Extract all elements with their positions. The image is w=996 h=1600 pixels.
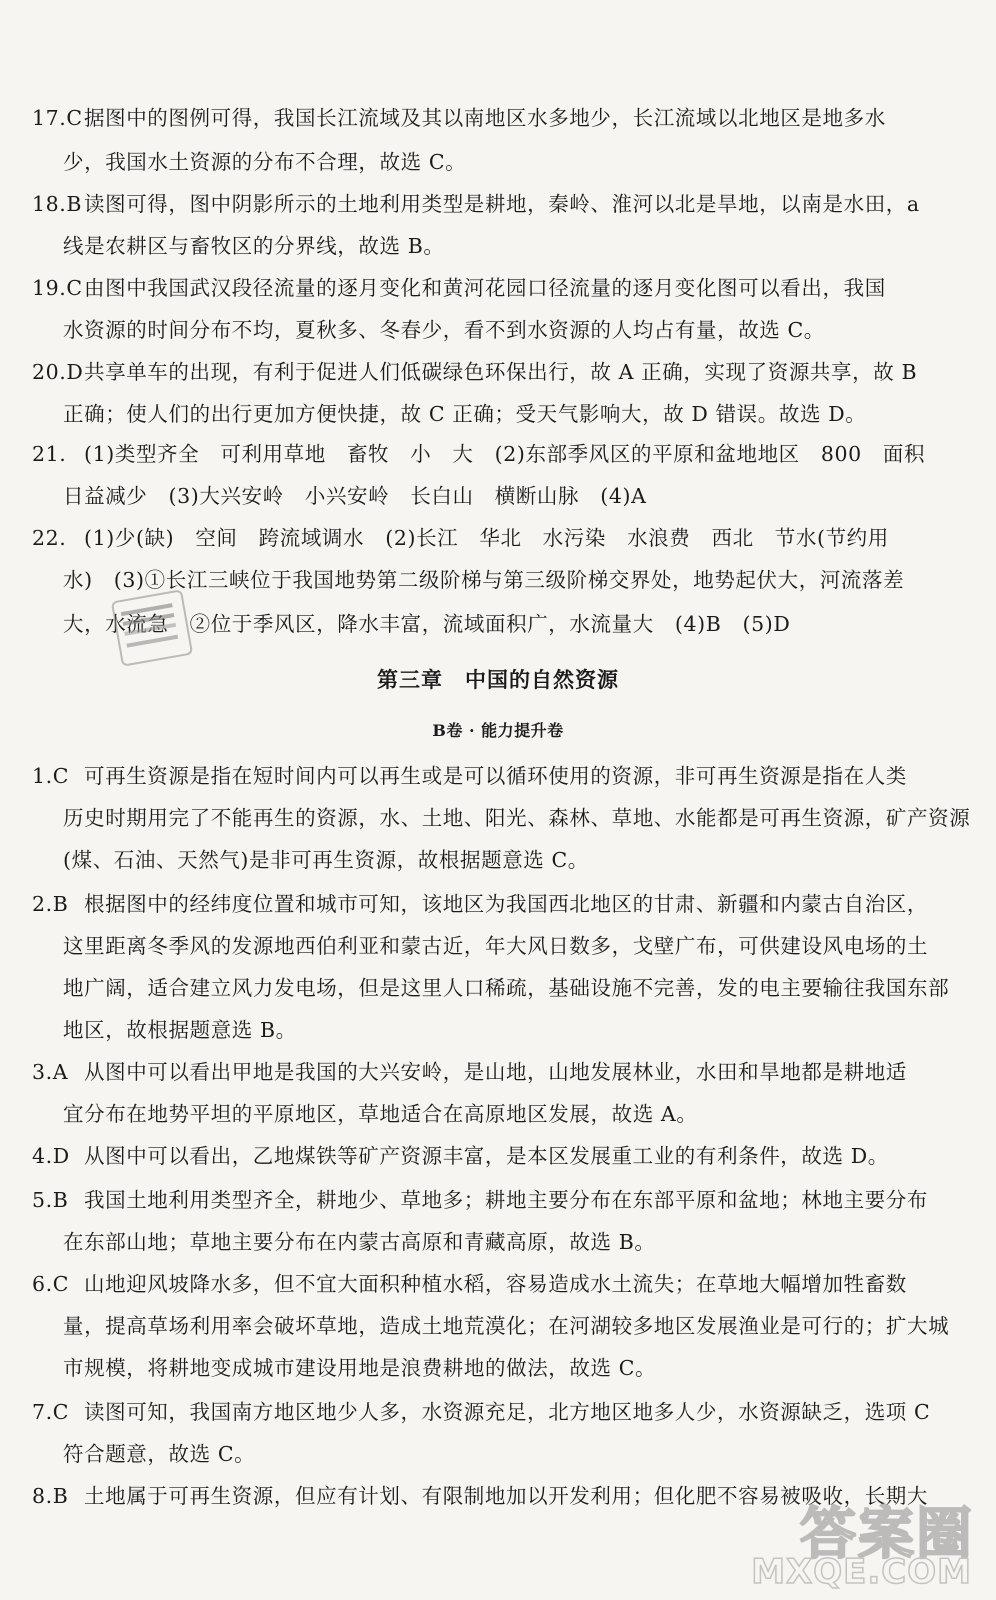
answer-line: 线是农耕区与畜牧区的分界线，故选 B。: [63, 234, 445, 258]
answer-line: 历史时期用完了不能再生的资源，水、土地、阳光、森林、草地、水能都是可再生资源，矿产资源: [63, 806, 971, 830]
answer-line: 水资源的时间分布不均，夏秋多、冬春少，看不到水资源的人均占有量，故选 C。: [63, 318, 825, 342]
answer-line: 量，提高草场利用率会破坏草地，造成土地荒漠化；在河湖较多地区发展渔业是可行的；扩大城: [63, 1314, 950, 1338]
answer-item-7: 7.C 读图可知，我国南方地区地少人多，水资源充足，北方地区地多人少，水资源缺乏，选项 C: [32, 1400, 931, 1424]
answer-line: 正确；使人们的出行更加方便快捷，故 C 正确；受天气影响大，故 D 错误。故选 D。: [63, 402, 867, 426]
stamp-mark: [111, 589, 193, 667]
answer-item-22: 22. (1)少(缺) 空间 跨流域调水 (2)长江 华北 水污染 水浪费 西北 节水(节约用: [32, 526, 889, 550]
answer-line: 大，水流急 ②位于季风区，降水丰富，流域面积广，水流量大 (4)B (5)D: [63, 612, 791, 636]
section-title: B卷 · 能力提升卷: [432, 721, 564, 740]
answer-item-5: 5.B 我国土地利用类型齐全，耕地少、草地多；耕地主要分布在东部平原和盆地；林地主要分布: [32, 1188, 928, 1212]
answer-line: 在东部山地；草地主要分布在内蒙古高原和青藏高原，故选 B。: [63, 1230, 656, 1254]
answer-line: 地广阔，适合建立风力发电场，但是这里人口稀疏，基础设施不完善，发的电主要输往我国东部: [63, 976, 950, 1000]
answer-item-20: 20.D共享单车的出现，有利于促进人们低碳绿色环保出行，故 A 正确，实现了资源共享，故 B: [32, 360, 918, 384]
answer-item-19: 19.C由图中我国武汉段径流量的逐月变化和黄河花园口径流量的逐月变化图可以看出，我国: [32, 276, 886, 300]
answer-item-6: 6.C 山地迎风坡降水多，但不宜大面积种植水稻，容易造成水土流失；在草地大幅增加牲畜数: [32, 1272, 907, 1296]
watermark-url: MXQE.COM: [751, 1552, 972, 1592]
answer-item-8: 8.B 土地属于可再生资源，但应有计划、有限制地加以开发利用；但化肥不容易被吸收，长期大: [32, 1484, 928, 1508]
watermark-logo: [732, 1486, 982, 1596]
answer-item-4: 4.D 从图中可以看出，乙地煤铁等矿产资源丰富，是本区发展重工业的有利条件，故选 D。: [32, 1144, 889, 1168]
watermark-text: 答案圈: [800, 1502, 974, 1567]
answer-line: 地区，故根据题意选 B。: [63, 1018, 297, 1042]
answer-item-2: 2.B 根据图中的经纬度位置和城市可知，该地区为我国西北地区的甘肃、新疆和内蒙古自治区，: [32, 892, 928, 916]
answer-line: 符合题意，故选 C。: [63, 1442, 256, 1466]
answer-item-1: 1.C 可再生资源是指在短时间内可以再生或是可以循环使用的资源，非可再生资源是指在人类: [32, 764, 907, 788]
chapter-title: 第三章 中国的自然资源: [377, 667, 619, 692]
answer-line: (煤、石油、天然气)是非可再生资源，故根据题意选 C。: [63, 848, 589, 872]
answer-line: 宜分布在地势平坦的平原地区，草地适合在高原地区发展，故选 A。: [63, 1102, 698, 1126]
answer-line: 水) (3)①长江三峡位于我国地势第二级阶梯与第三级阶梯交界处，地势起伏大，河流落差: [63, 568, 905, 592]
answer-line: 少，我国水土资源的分布不合理，故选 C。: [63, 150, 467, 174]
answer-item-21: 21. (1)类型齐全 可利用草地 畜牧 小 大 (2)东部季风区的平原和盆地地区 800 面积: [32, 442, 926, 466]
answer-line: 日益减少 (3)大兴安岭 小兴安岭 长白山 横断山脉 (4)A: [63, 484, 647, 508]
answer-line: 市规模，将耕地变成城市建设用地是浪费耕地的做法，故选 C。: [63, 1356, 657, 1380]
answer-item-18: 18.B读图可得，图中阴影所示的土地利用类型是耕地，秦岭、淮河以北是旱地，以南是水田，a: [32, 192, 920, 216]
answer-item-17: 17.C据图中的图例可得，我国长江流域及其以南地区水多地少，长江流域以北地区是地多水: [32, 106, 886, 130]
answer-line: 这里距离冬季风的发源地西伯利亚和蒙古近，年大风日数多，戈壁广布，可供建设风电场的土: [63, 934, 929, 958]
answer-item-3: 3.A 从图中可以看出甲地是我国的大兴安岭，是山地，山地发展林业，水田和旱地都是耕地适: [32, 1060, 907, 1084]
